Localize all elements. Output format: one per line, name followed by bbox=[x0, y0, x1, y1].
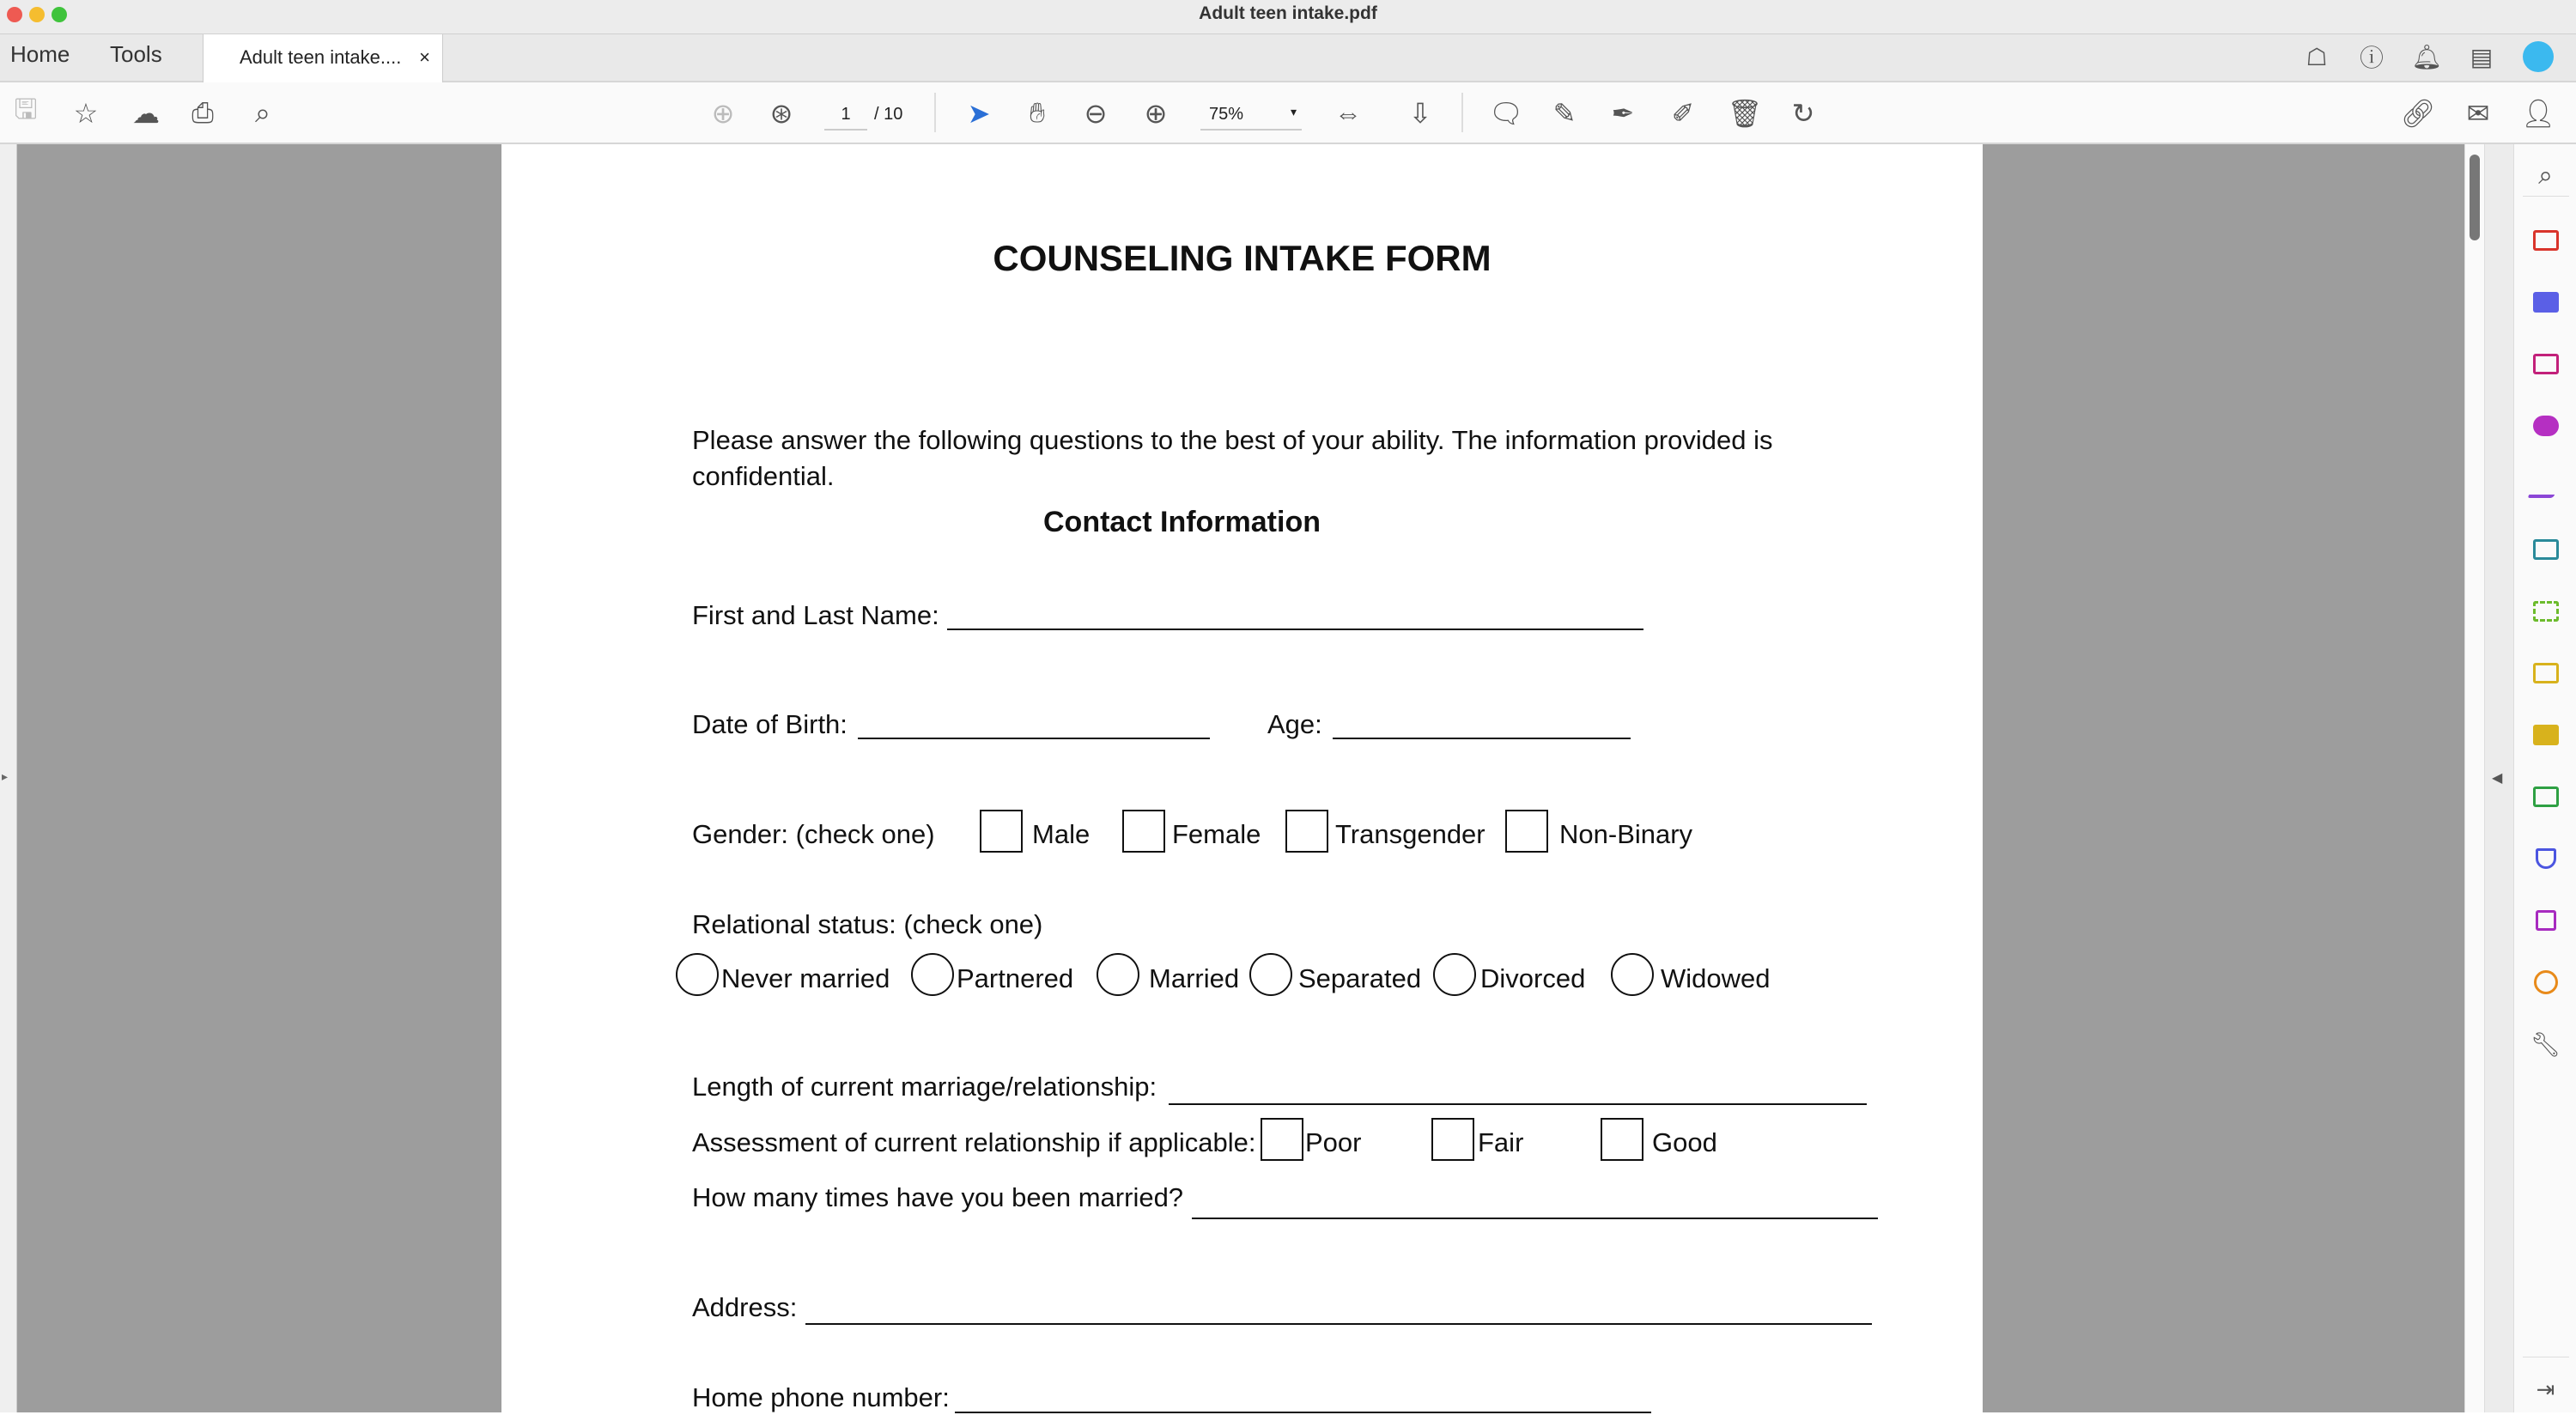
assessment-option-label: Good bbox=[1652, 1127, 1717, 1157]
gender-transgender-checkbox[interactable] bbox=[1285, 810, 1328, 853]
relational-option-label: Never married bbox=[721, 963, 890, 993]
comment-icon[interactable]: 🗨︎ bbox=[1488, 98, 1524, 129]
dob-field[interactable] bbox=[858, 738, 1210, 739]
chevron-down-icon: ▾ bbox=[1290, 105, 1297, 118]
gender-female-checkbox[interactable] bbox=[1122, 810, 1165, 853]
gender-option-label: Female bbox=[1172, 819, 1261, 849]
help-icon[interactable]: ⓘ bbox=[2359, 45, 2384, 71]
gender-nonbinary-checkbox[interactable] bbox=[1505, 810, 1548, 853]
expand-left-icon: ▸ bbox=[2, 769, 9, 783]
pdf-page bbox=[501, 144, 1983, 1412]
length-field[interactable] bbox=[1169, 1103, 1867, 1105]
relational-widowed-radio[interactable] bbox=[1611, 953, 1654, 996]
zoom-out-icon[interactable]: ⊖ bbox=[1084, 98, 1108, 129]
email-icon[interactable]: ✉ bbox=[2466, 98, 2490, 129]
relational-divorced-radio[interactable] bbox=[1433, 953, 1476, 996]
relational-option-label: Divorced bbox=[1480, 963, 1586, 993]
more-tools-wrench-icon[interactable]: 🔧︎ bbox=[2530, 1030, 2561, 1058]
add-user-icon[interactable]: 👤︎ bbox=[2520, 98, 2556, 129]
window-title: Adult teen intake.pdf bbox=[1199, 3, 1377, 23]
documents-icon[interactable]: ▤ bbox=[2470, 43, 2494, 70]
gender-male-checkbox[interactable] bbox=[980, 810, 1023, 853]
document-viewer bbox=[17, 144, 2464, 1412]
share-link-icon[interactable]: 🔗︎ bbox=[2400, 98, 2436, 129]
protect-shield-icon[interactable] bbox=[2514, 841, 2576, 876]
tab-tools[interactable]: Tools bbox=[110, 41, 162, 67]
avatar[interactable] bbox=[2523, 41, 2554, 72]
assessment-option-label: Poor bbox=[1305, 1127, 1362, 1157]
age-label: Age: bbox=[1267, 709, 1322, 739]
length-label: Length of current marriage/relationship: bbox=[692, 1072, 1157, 1102]
home-phone-label: Home phone number: bbox=[692, 1382, 950, 1412]
close-tab-icon[interactable]: × bbox=[419, 46, 430, 68]
relational-separated-radio[interactable] bbox=[1249, 953, 1292, 996]
rich-media-icon[interactable] bbox=[2514, 903, 2576, 938]
action-wizard-icon[interactable] bbox=[2514, 965, 2576, 999]
share-feedback-icon[interactable]: ☖ bbox=[2306, 43, 2328, 70]
draw-pen-icon[interactable]: ✒ bbox=[1611, 98, 1635, 129]
share-comment-icon[interactable] bbox=[2514, 656, 2576, 690]
form-title: COUNSELING INTAKE FORM bbox=[993, 238, 1492, 278]
name-field[interactable] bbox=[947, 629, 1643, 630]
print-icon[interactable]: ⎙ bbox=[191, 97, 214, 128]
zoom-search-icon[interactable]: ⌕ bbox=[2538, 161, 2553, 190]
save-icon[interactable]: 🖫 bbox=[14, 94, 38, 124]
relational-never-married-radio[interactable] bbox=[676, 953, 719, 996]
gender-option-label: Male bbox=[1032, 819, 1091, 849]
zoom-level-value: 75% bbox=[1209, 105, 1244, 124]
tab-bar bbox=[0, 34, 2576, 82]
hand-tool-icon[interactable]: ✋︎ bbox=[1029, 97, 1046, 128]
title-bar bbox=[0, 0, 2576, 34]
upload-cloud-icon[interactable]: ☁ bbox=[132, 98, 160, 129]
tab-home[interactable]: Home bbox=[10, 41, 70, 67]
married-times-field[interactable] bbox=[1192, 1218, 1878, 1219]
married-times-label: How many times have you been married? bbox=[692, 1182, 1184, 1212]
fill-sign-icon[interactable] bbox=[2514, 471, 2576, 505]
gender-option-label: Non-Binary bbox=[1559, 819, 1693, 849]
edit-document-icon[interactable]: ✐ bbox=[1671, 98, 1695, 129]
next-page-icon[interactable]: ⊛ bbox=[769, 98, 793, 129]
address-label: Address: bbox=[692, 1292, 798, 1322]
zoom-in-icon[interactable]: ⊕ bbox=[1144, 98, 1168, 129]
relational-label: Relational status: (check one) bbox=[692, 909, 1043, 939]
assessment-poor-checkbox[interactable] bbox=[1261, 1118, 1303, 1161]
compare-files-icon[interactable] bbox=[2514, 594, 2576, 629]
vertical-scrollbar[interactable] bbox=[2464, 144, 2484, 1412]
relational-married-radio[interactable] bbox=[1097, 953, 1139, 996]
divider bbox=[934, 93, 936, 132]
intro-text: Please answer the following questions to the best of your ability. The information provided is bbox=[692, 425, 1773, 455]
divider bbox=[2523, 196, 2569, 197]
comment-tool-icon[interactable] bbox=[2514, 718, 2576, 752]
relational-option-label: Married bbox=[1149, 963, 1240, 993]
gender-option-label: Transgender bbox=[1335, 819, 1485, 849]
scroll-mode-icon[interactable]: ⇩ bbox=[1408, 98, 1432, 129]
relational-partnered-radio[interactable] bbox=[911, 953, 954, 996]
relational-option-label: Partnered bbox=[957, 963, 1074, 993]
scrollbar-thumb[interactable] bbox=[2470, 155, 2480, 240]
page-total: / 10 bbox=[874, 105, 903, 124]
zoom-level-select[interactable] bbox=[1200, 98, 1302, 131]
collapse-tools-icon[interactable]: ⇥ bbox=[2536, 1376, 2555, 1402]
right-panel-collapse[interactable] bbox=[2484, 144, 2513, 1412]
highlight-pen-icon[interactable]: ✎ bbox=[1552, 98, 1577, 129]
fit-page-icon[interactable]: ⇔ bbox=[1334, 97, 1362, 129]
select-cursor-icon[interactable]: ➤ bbox=[967, 98, 991, 129]
name-label: First and Last Name: bbox=[692, 600, 939, 630]
main-toolbar bbox=[0, 82, 2576, 144]
divider bbox=[1461, 93, 1463, 132]
delete-trash-icon[interactable]: 🗑︎ bbox=[1727, 98, 1763, 129]
assessment-label: Assessment of current relationship if applicable: bbox=[692, 1127, 1256, 1157]
bookmark-star-icon[interactable]: ☆ bbox=[73, 98, 99, 129]
assessment-good-checkbox[interactable] bbox=[1601, 1118, 1643, 1161]
export-pdf-icon[interactable] bbox=[2514, 285, 2576, 319]
rotate-icon[interactable]: ↻ bbox=[1791, 98, 1815, 129]
address-field[interactable] bbox=[805, 1323, 1872, 1325]
section-heading: Contact Information bbox=[1043, 506, 1321, 538]
age-field[interactable] bbox=[1333, 738, 1631, 739]
send-for-review-icon[interactable] bbox=[2514, 532, 2576, 567]
intro-text: confidential. bbox=[692, 461, 835, 491]
assessment-option-label: Fair bbox=[1478, 1127, 1524, 1157]
organize-pages-icon[interactable] bbox=[2514, 347, 2576, 381]
scan-ocr-icon[interactable] bbox=[2514, 780, 2576, 814]
create-pdf-icon[interactable] bbox=[2514, 223, 2576, 258]
tab-document-label: Adult teen intake.... bbox=[240, 46, 402, 68]
relational-option-label: Widowed bbox=[1661, 963, 1771, 993]
gender-label: Gender: (check one) bbox=[692, 819, 935, 849]
assessment-fair-checkbox[interactable] bbox=[1431, 1118, 1474, 1161]
collapse-arrow-icon: ◀ bbox=[2492, 771, 2503, 786]
tools-sidebar bbox=[2513, 144, 2576, 1412]
previous-page-icon[interactable]: ⊕ bbox=[711, 98, 735, 129]
relational-option-label: Separated bbox=[1298, 963, 1422, 993]
tab-document[interactable] bbox=[203, 34, 443, 82]
dob-label: Date of Birth: bbox=[692, 709, 848, 739]
request-signature-icon[interactable] bbox=[2514, 409, 2576, 443]
page-number-input[interactable]: 1 bbox=[824, 98, 867, 131]
left-panel-toggle[interactable] bbox=[0, 144, 17, 1412]
search-icon[interactable]: ⌕ bbox=[255, 97, 270, 128]
home-phone-field[interactable] bbox=[955, 1412, 1651, 1413]
notifications-bell-icon[interactable]: 🔔︎ bbox=[2411, 43, 2442, 70]
